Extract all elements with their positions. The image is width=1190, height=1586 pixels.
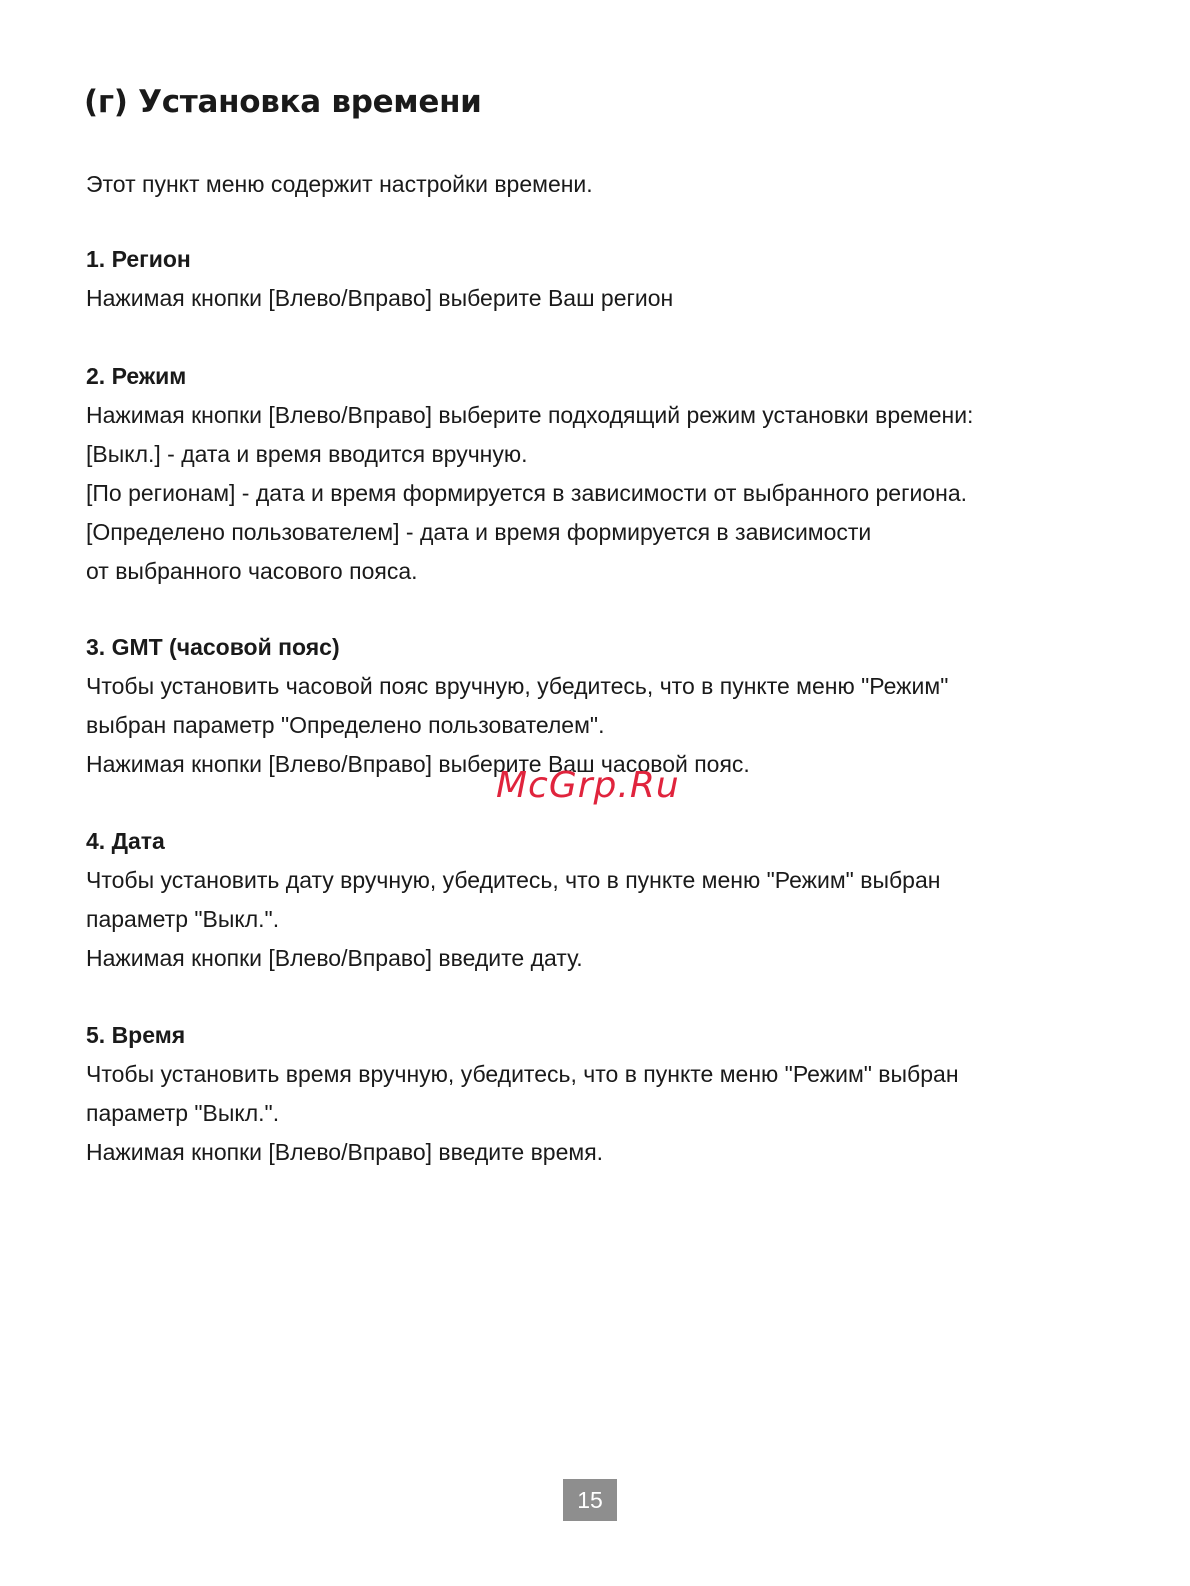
page-number: 15	[563, 1479, 617, 1521]
section-line: Нажимая кнопки [Влево/Вправо] введите время.	[86, 1139, 604, 1165]
section-heading: 3. GMT (часовой пояс)	[86, 634, 340, 660]
section-line: параметр "Выкл.".	[86, 1100, 280, 1126]
section-heading: 2. Режим	[86, 363, 187, 389]
page-title: (г) Установка времени	[84, 84, 482, 120]
section-line: [Выкл.] - дата и время вводится вручную.	[86, 441, 528, 467]
section-date	[86, 822, 1146, 978]
section-region	[86, 240, 1146, 318]
section-line: Чтобы установить часовой пояс вручную, убедитесь, что в пункте меню "Режим"	[86, 673, 949, 699]
section-mode	[86, 357, 1146, 591]
section-line: Чтобы установить дату вручную, убедитесь, что в пункте меню "Режим" выбран	[86, 867, 941, 893]
section-line: от выбранного часового пояса.	[86, 558, 418, 584]
intro-text: Этот пункт меню содержит настройки времени.	[86, 171, 593, 197]
section-heading: 4. Дата	[86, 828, 165, 854]
section-line: Нажимая кнопки [Влево/Вправо] введите дату.	[86, 945, 583, 971]
section-line: параметр "Выкл.".	[86, 906, 280, 932]
section-gmt	[86, 628, 1146, 784]
section-line: выбран параметр "Определено пользователем".	[86, 712, 605, 738]
section-line: [Определено пользователем] - дата и время формируется в зависимости	[86, 519, 872, 545]
section-line: [По регионам] - дата и время формируется в зависимости от выбранного региона.	[86, 480, 968, 506]
section-line: Нажимая кнопки [Влево/Вправо] выберите подходящий режим установки времени:	[86, 402, 974, 428]
section-time	[86, 1016, 1146, 1172]
section-heading: 5. Время	[86, 1022, 186, 1048]
section-heading: 1. Регион	[86, 246, 191, 272]
section-line: Нажимая кнопки [Влево/Вправо] выберите Ваш регион	[86, 285, 674, 311]
section-line: Чтобы установить время вручную, убедитесь, что в пункте меню "Режим" выбран	[86, 1061, 959, 1087]
section-line: Нажимая кнопки [Влево/Вправо] выберите Ваш часовой пояс.	[86, 751, 750, 777]
watermark: McGrp.Ru	[496, 765, 680, 806]
